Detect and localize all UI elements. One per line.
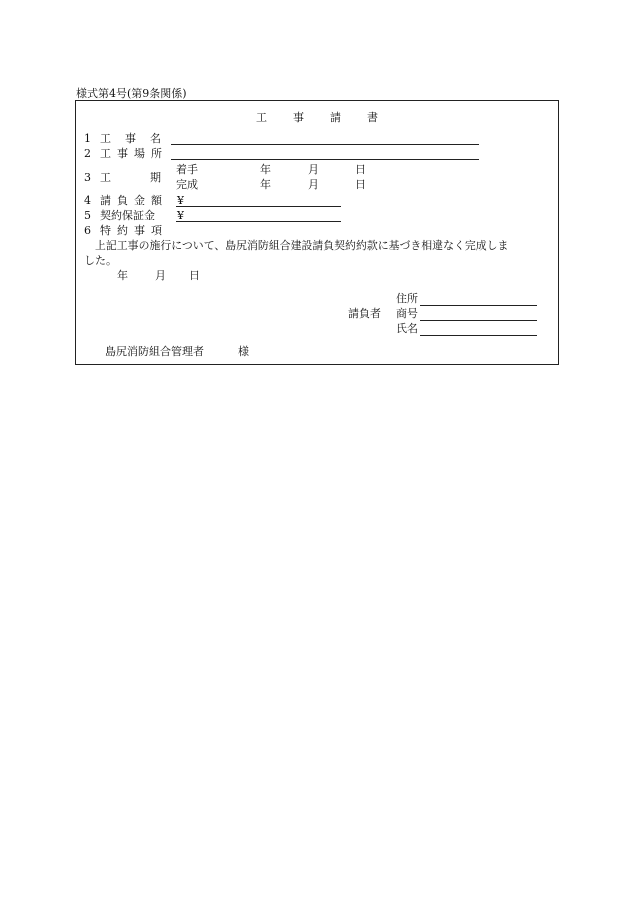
item-6-char: 項 — [151, 224, 162, 237]
yen-sign: ¥ — [177, 209, 184, 222]
form-number-label: 様式第4号(第9条関係) — [76, 87, 187, 100]
item-4-char: 負 — [117, 194, 128, 207]
item-5-row — [84, 209, 155, 223]
contract-amount-field[interactable] — [176, 206, 341, 207]
item-2-row — [84, 147, 162, 161]
item-1-char: 事 — [125, 132, 136, 145]
date-day: 日 — [189, 269, 200, 282]
finish-year: 年 — [260, 178, 271, 191]
contract-form — [75, 100, 559, 365]
item-4-char: 金 — [134, 194, 145, 207]
item-4-char: 額 — [151, 194, 162, 207]
item-1-char: 工 — [100, 132, 111, 145]
item-6-char: 事 — [134, 224, 145, 237]
start-label: 着手 — [176, 163, 198, 176]
yen-sign: ¥ — [177, 194, 184, 207]
start-year: 年 — [260, 163, 271, 176]
name-field[interactable] — [420, 335, 537, 336]
date-year: 年 — [117, 269, 128, 282]
date-month: 月 — [155, 269, 166, 282]
item-1-char: 名 — [150, 132, 161, 145]
item-number: 4 — [84, 194, 91, 207]
item-3-char: 工 — [100, 171, 111, 184]
title-char: 請 — [330, 111, 341, 124]
item-2-char: 工 — [100, 147, 111, 160]
address-label: 住所 — [396, 292, 418, 305]
address-field[interactable] — [420, 305, 537, 306]
finish-day: 日 — [355, 178, 366, 191]
item-number: 5 — [84, 209, 91, 222]
form-title — [76, 109, 558, 125]
item-2-char: 事 — [117, 147, 128, 160]
contractor-role: 請負者 — [348, 307, 381, 320]
item-2-char: 場 — [134, 147, 145, 160]
construction-site-field[interactable] — [171, 159, 479, 160]
item-3-char: 期 — [150, 171, 161, 184]
finish-month: 月 — [308, 178, 319, 191]
item-4-row — [84, 194, 162, 208]
item-number: 6 — [84, 224, 91, 237]
item-2-char: 所 — [151, 147, 162, 160]
item-3-row — [84, 171, 161, 185]
security-deposit-field[interactable] — [176, 221, 341, 222]
item-number: 3 — [84, 171, 91, 184]
title-char: 書 — [367, 111, 378, 124]
item-1-row — [84, 132, 161, 146]
body-text-line-1: 上記工事の施行について、島尻消防組合建設請負契約約款に基づき相違なく完成しま — [95, 239, 509, 252]
name-label: 氏名 — [396, 322, 418, 335]
item-number: 1 — [84, 132, 91, 145]
item-4-char: 請 — [100, 194, 111, 207]
start-month: 月 — [308, 163, 319, 176]
item-6-char: 約 — [117, 224, 128, 237]
item-5-label: 契約保証金 — [100, 209, 155, 222]
addressee-honorific: 様 — [238, 345, 249, 358]
trade-name-field[interactable] — [420, 320, 537, 321]
trade-name-label: 商号 — [396, 307, 418, 320]
start-day: 日 — [355, 163, 366, 176]
item-number: 2 — [84, 147, 91, 160]
item-6-char: 特 — [100, 224, 111, 237]
construction-name-field[interactable] — [171, 144, 479, 145]
finish-label: 完成 — [176, 178, 198, 191]
title-char: 工 — [256, 111, 267, 124]
addressee-org: 島尻消防組合管理者 — [105, 345, 204, 358]
body-text-line-2: した。 — [84, 254, 117, 267]
item-6-row — [84, 224, 162, 238]
title-char: 事 — [293, 111, 304, 124]
